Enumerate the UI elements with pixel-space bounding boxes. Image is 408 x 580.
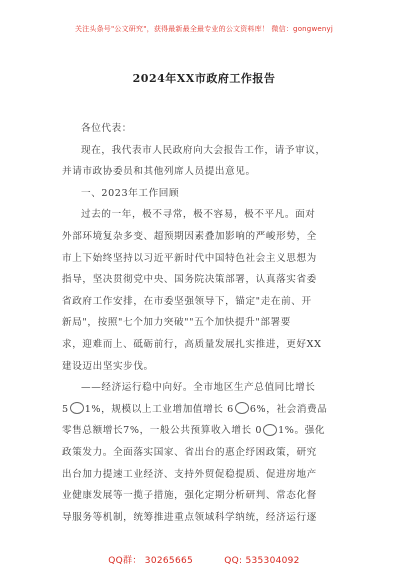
paragraph-line: 现在，我代表市人民政府向大会报告工作，请予审议， [81, 144, 326, 156]
paragraphs [62, 140, 362, 378]
econ-line-3 [62, 420, 362, 442]
footer-qq-number: QQ: 535304092 [224, 556, 300, 566]
econ-value-4: 零售总额增长7%，一般公共预算收入增长 0 [62, 425, 263, 437]
footer-qq-group: QQ群： 30265665 [108, 556, 194, 566]
paragraph-line: 导服务等机制，统筹推进重点领域科学纳统，经济运行逐 [62, 511, 317, 523]
footer-contact [0, 553, 408, 566]
header-promo-note: 关注头条号"公文研究"，获得最新最全最专业的公文资料库！ 微信：gongwenyj [74, 25, 334, 33]
salutation: 各位代表： [81, 123, 132, 134]
paragraph-line: 并请市政协委员和其他列席人员提出意见。 [62, 166, 256, 178]
decimal-point-mark [235, 402, 249, 414]
decimal-point-mark [263, 424, 277, 436]
econ-rest [62, 442, 362, 528]
paragraph-line: 过去的一年，极不寻常，极不容易，极不平凡。面对 [81, 209, 316, 221]
paragraph-line: 业健康发展等一揽子措施，强化定期分析研判、常态化督 [62, 490, 317, 502]
paragraph-line: 外部环境复杂多变、超预期因素叠加影响的严峻形势，全 [62, 230, 317, 242]
econ-value-1: 5 [62, 403, 69, 415]
paragraph-line: 求，迎难而上、砥砺前行，高质量发展扎实推进，更好XX [62, 338, 322, 350]
paragraph-line: 出台加力提速工业经济、支持外贸促稳提质、促进房地产 [62, 468, 317, 480]
paragraph-line: 新局"，按照"七个加力突破""五个加快提升"部署要 [62, 317, 291, 329]
decimal-point-mark [70, 402, 84, 414]
document-title: 2024年XX市政府工作报告 [132, 72, 276, 85]
paragraph-line: 市上下始终坚持以习近平新时代中国特色社会主义思想为 [62, 252, 317, 264]
paragraph-line: 一、2023年工作回顾 [81, 187, 180, 199]
paragraph-line: 省政府工作安排，在市委坚强领导下，锚定"走在前、开 [62, 295, 312, 307]
document-body [62, 118, 362, 528]
econ-line-2 [62, 399, 362, 421]
econ-line-1: ——经济运行稳中向好。全市地区生产总值同比增长 [81, 382, 316, 394]
econ-value-5: 1%。强化 [278, 425, 326, 437]
paragraph-line: 指导，坚决贯彻党中央、国务院决策部署，认真落实省委 [62, 274, 317, 286]
paragraph-line: 建设迈出坚实步伐。 [62, 360, 154, 372]
paragraph-line: 政策发力。全面落实国家、省出台的惠企纾困政策，研究 [62, 446, 317, 458]
econ-value-2: 1%，规模以上工业增加值增长 6 [84, 403, 234, 415]
econ-value-3: 6%，社会消费品 [249, 403, 328, 415]
